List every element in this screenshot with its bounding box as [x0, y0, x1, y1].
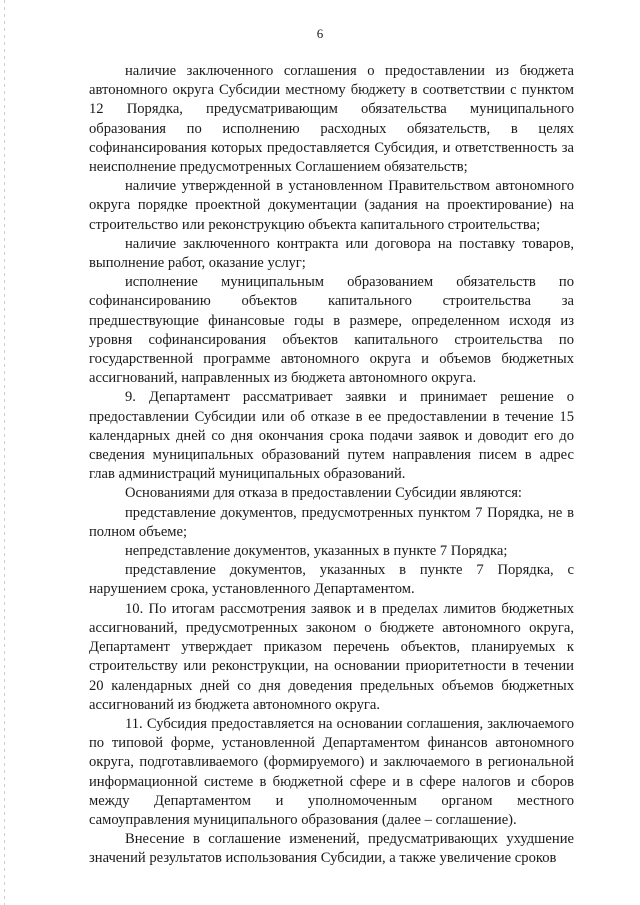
paragraph-refusal-grounds-heading: Основаниями для отказа в предоставлении Субсидии являются: [125, 485, 522, 502]
paragraph-contract-condition: наличие заключенного контракта или договора на поставку товаров, выполнение работ, оказание услуг; [89, 235, 574, 272]
paragraph-section-9: 9. Департамент рассматривает заявки и принимает решение о предоставлении Субсидии или об отказе в ее предоставлении в течение 15 календарных дней со дня окончания срока подачи заявок и доводит его до сведения муниципальных образований путем направления писем в адрес глав администраций муниципальных образований. [89, 389, 574, 483]
paragraph-refusal-missing: непредставление документов, указанных в пункте 7 Порядка; [125, 543, 508, 560]
paragraph-cofinancing-condition: исполнение муниципальным образованием обязательств по софинансированию объектов капитального строительства за предшествующие финансовые годы в размере, определенном исходя из уровня софинансирования объектов капитального строительства по государственной программе автономного округа и объемов бюджетных ассигнований, направленных из бюджета автономного округа. [89, 274, 574, 387]
page-number: 6 [316, 26, 324, 41]
document-body [89, 62, 574, 869]
scan-edge [4, 0, 5, 905]
paragraph-agreement-condition: наличие заключенного соглашения о предоставлении из бюджета автономного округа Субсидии местному бюджету в соответствии с пунктом 12 Порядка, предусматривающим обязательства муниципального образования по исполнению расходных обязательств, в целях софинансирования которых предоставляется Субсидия, и ответственность за неисполнение предусмотренных Соглашением обязательств; [89, 63, 574, 176]
paragraph-project-documentation-condition: наличие утвержденной в установленном Правительством автономного округа порядке проектной документации (задания на проектирование) на строительство или реконструкцию объекта капитального строительства; [89, 178, 574, 233]
paragraph-section-11: 11. Субсидия предоставляется на основании соглашения, заключаемого по типовой форме, установленной Департаментом финансов автономного округа, подготавливаемого (формируемого) и заключаемого в региональной информационной системе в бюджетной сфере и в сфере налогов и сборов между Департаментом и уполномоченным органом местного самоуправления муниципального образования (далее – соглашение). [89, 715, 574, 828]
paragraph-amendments: Внесение в соглашение изменений, предусматривающих ухудшение значений результатов использования Субсидии, а также увеличение сроков [89, 831, 574, 867]
paragraph-section-10: 10. По итогам рассмотрения заявок и в пределах лимитов бюджетных ассигнований, предусмотренных законом о бюджете автономного округа, Департамент утверждает приказом перечень объектов, планируемых к строительству или реконструкции, на основании приоритетности в течении 20 календарных дней со дня доведения предельных объемов бюджетных ассигнований из бюджета автономного округа. [89, 600, 574, 713]
paragraph-refusal-late: представление документов, указанных в пункте 7 Порядка, с нарушением срока, установленного Департаментом. [89, 562, 574, 598]
paragraph-refusal-incomplete: представление документов, предусмотренных пунктом 7 Порядка, не в полном объеме; [89, 504, 574, 540]
